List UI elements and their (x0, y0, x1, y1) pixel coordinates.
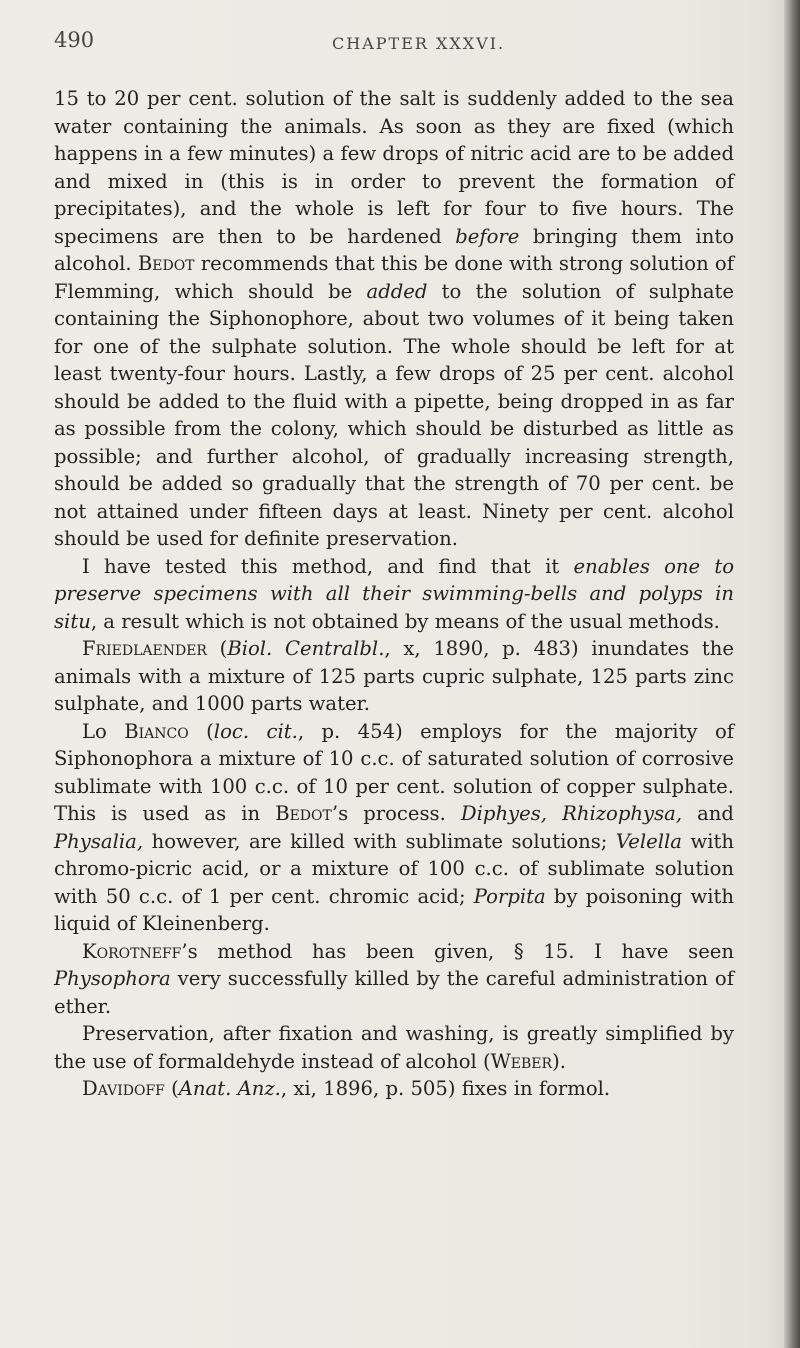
text-run: , p. 454) employs for the majority of Siphonophora a mixture of 10 c.c. of saturated solution of corrosive sublimate with 100 c.c. of 10 per cent. solution of copper sulphate. This is used as in (54, 719, 734, 825)
text-run: with chromo-picric acid, or a mixture of 100 c.c. of sublimate solution with 50 c.c. of 1 per cent. chromic acid; (54, 829, 734, 908)
text-run: to the solution of sulphate containing the Siphonophore, about two volumes of it being taken for one of the sulphate solution. The whole should be left for at least twenty-four hours. Lastly, a few drops of 25 per cent. alcohol should be added to the fluid with a pipette, being dropped in as far as possible from the colony, which should be disturbed as little as possible; and further alcohol, of gradually increasing strength, should be added so gradually that the strength of 70 per cent. be not attained under fifteen days at least. Ninety per cent. alcohol should be used for definite preservation. (54, 279, 734, 550)
text-run: 15 to 20 per cent. solution of the salt is suddenly added to the sea water containing the animals. As soon as they are fixed (which happens in a few minutes) a few drops of nitric acid are to be added and mixed in (this is in order to prevent the formation of precipitates), and the whole is left for four to five hours. The specimens are then to be hardened (54, 87, 734, 248)
italic-text: Porpita (473, 884, 546, 908)
text-run: very successfully killed by the careful administration of ether. (54, 967, 734, 1018)
italic-text: Biol. Centralbl. (227, 637, 385, 660)
small-caps-name: Korotneff (82, 939, 182, 963)
paragraph (54, 1075, 734, 1103)
italic-text: added (366, 279, 428, 303)
page-header (54, 24, 734, 64)
paragraph (54, 938, 734, 1021)
text-run: , a result which is not obtained by means of the usual methods. (90, 609, 720, 633)
body-text (54, 85, 734, 1103)
text-run: ( (188, 719, 214, 743)
italic-text: Velella (615, 829, 682, 853)
paragraph (54, 718, 734, 938)
italic-text: Diphyes, Rhizophysa, (460, 802, 683, 825)
small-caps-name: Friedlaender (82, 637, 207, 660)
paragraph (54, 85, 734, 553)
text-run: ( (206, 637, 228, 660)
text-run: ’s method has been given, § 15. I have seen (181, 939, 734, 963)
italic-text: Anat. Anz. (178, 1077, 281, 1100)
text-run: ’s process. (331, 802, 461, 825)
text-run: ( (164, 1077, 179, 1100)
small-caps-name: Bedot (137, 252, 195, 275)
small-caps-name: Bedot (275, 802, 332, 825)
paragraph (54, 1020, 734, 1075)
italic-text: Physalia, (54, 829, 144, 853)
italic-text: enables one to preserve specimens with all their swimming-bells and polyps in situ (54, 554, 734, 633)
text-run: ). (552, 1049, 566, 1073)
text-run: bringing them into alcohol. (54, 224, 734, 275)
paragraph (54, 553, 734, 636)
small-caps-name: Weber (490, 1049, 553, 1073)
text-run: Lo (82, 719, 125, 743)
small-caps-name: Davidoff (82, 1077, 165, 1100)
paragraph (54, 635, 734, 718)
text-run: recommends that this be done with strong solution of Flemming, which should be (54, 252, 734, 303)
text-run: and (682, 802, 734, 825)
text-run: I have tested this method, and find that it (82, 554, 574, 578)
page-edge-shadow (784, 0, 800, 1348)
italic-text: loc. cit. (213, 719, 298, 743)
text-run: by poisoning with liquid of Kleinenberg. (54, 884, 735, 935)
text-run: , x, 1890, p. 483) inundates the animals with a mixture of 125 parts cupric sulphate, 125 parts zinc sulphate, and 1000 parts water. (54, 637, 734, 715)
running-title: CHAPTER XXXVI. (332, 34, 506, 53)
text-run: however, are killed with sublimate solutions; (143, 829, 616, 853)
italic-text: before (455, 224, 520, 248)
page-number: 490 (54, 28, 95, 52)
text-run: Preservation, after fixation and washing, is greatly simplified by the use of formaldehyde instead of alcohol ( (54, 1022, 734, 1073)
italic-text: Physophora (54, 967, 171, 990)
text-run: , xi, 1896, p. 505) fixes in formol. (280, 1077, 611, 1100)
small-caps-name: Bianco (124, 719, 189, 743)
